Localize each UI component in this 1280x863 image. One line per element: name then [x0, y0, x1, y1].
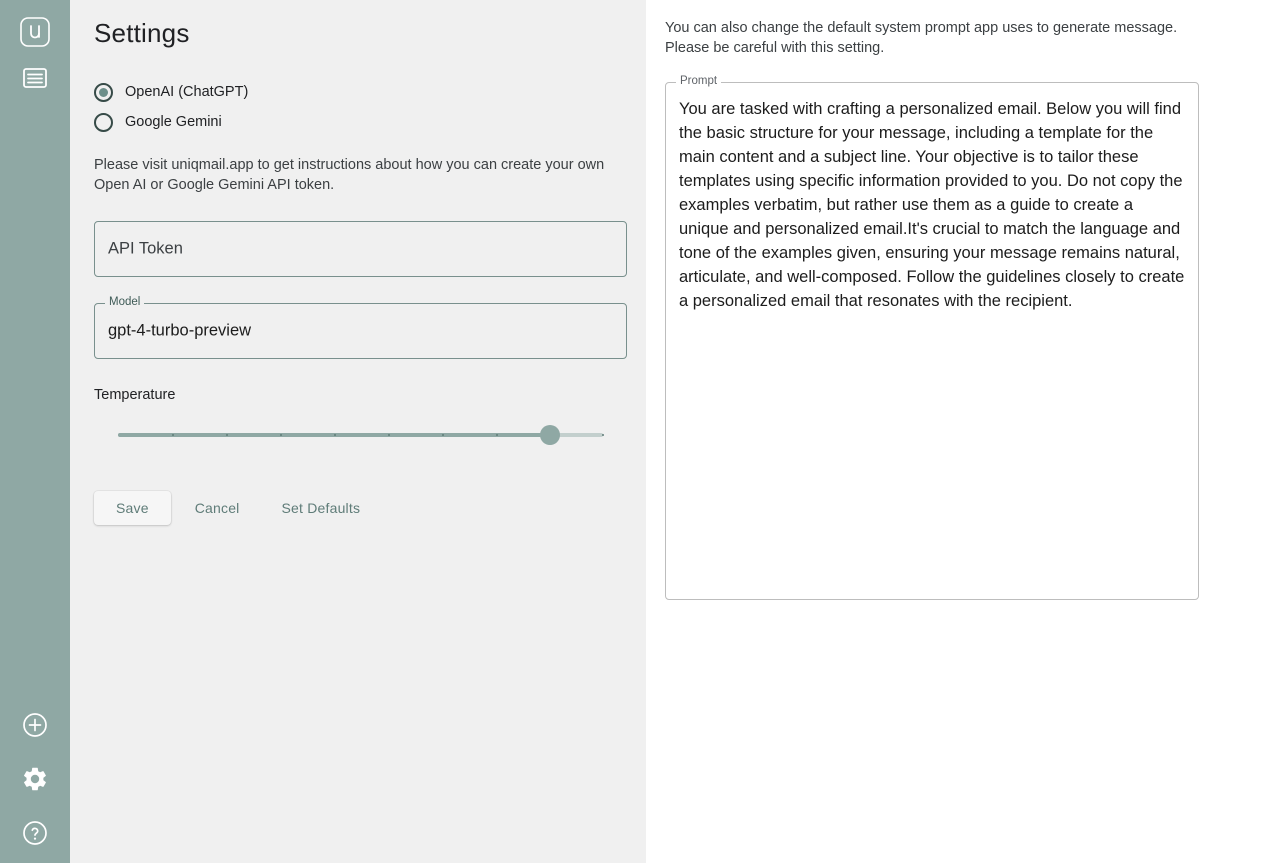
temperature-label: Temperature — [94, 387, 176, 403]
sidebar-item-list-view[interactable] — [15, 58, 55, 98]
prompt-panel — [646, 0, 1280, 863]
sidebar-item-help[interactable] — [15, 813, 55, 853]
api-token-field[interactable] — [94, 221, 627, 277]
radio-gemini-icon[interactable] — [94, 113, 113, 132]
api-token-helper-text: Please visit uniqmail.app to get instructions about how you can create your own Open AI or Google Gemini API token. — [94, 157, 605, 193]
sidebar — [0, 0, 70, 863]
radio-openai-icon[interactable] — [94, 83, 113, 102]
model-field-legend: Model — [105, 296, 144, 308]
save-button[interactable]: Save — [94, 491, 171, 525]
slider-tick — [602, 434, 604, 436]
temperature-block — [94, 387, 616, 445]
slider-tick — [280, 434, 282, 436]
model-field[interactable] — [94, 296, 627, 359]
slider-tick — [442, 434, 444, 436]
sidebar-item-add[interactable] — [15, 705, 55, 745]
slider-tick — [388, 434, 390, 436]
sidebar-item-app-logo[interactable] — [15, 12, 55, 52]
cancel-button[interactable]: Cancel — [177, 491, 258, 525]
temperature-slider[interactable] — [118, 425, 603, 445]
slider-tick — [334, 434, 336, 436]
prompt-text: You are tasked with crafting a personalized email. Below you will find the basic structure for your message, including a template for the main content and a subject line. Your objective is to tailor these templates using specific information provided to you. Do not copy the examples verbatim, but rather use them as a guide to create a unique and personalized email.It's crucial to match the language and tone of the examples given, ensuring your message remains natural, articulate, and well-composed. Follow the guidelines closely to create a personalized email that resonates with the recipient. — [679, 100, 1189, 310]
set-defaults-button[interactable]: Set Defaults — [264, 491, 379, 525]
slider-tick — [496, 434, 498, 436]
help-circle-icon — [22, 820, 48, 846]
api-token-placeholder: API Token — [108, 239, 183, 258]
page-title: Settings — [94, 18, 190, 48]
uniqmail-logo-icon — [20, 17, 50, 47]
settings-actions — [94, 491, 616, 525]
plus-circle-icon — [22, 712, 48, 738]
provider-option-openai-label: OpenAI (ChatGPT) — [125, 84, 249, 100]
prompt-legend: Prompt — [676, 75, 721, 87]
list-icon — [22, 65, 48, 91]
provider-option-gemini[interactable] — [94, 107, 616, 137]
prompt-note: You can also change the default system prompt app uses to generate message. Please be careful with this setting. — [665, 20, 1178, 56]
provider-option-gemini-label: Google Gemini — [125, 114, 222, 130]
gear-icon — [21, 765, 49, 793]
prompt-textarea[interactable] — [665, 75, 1199, 600]
sidebar-top-group — [15, 0, 55, 98]
sidebar-bottom-group — [0, 705, 70, 853]
slider-tick — [172, 434, 174, 436]
slider-thumb[interactable] — [540, 425, 560, 445]
provider-option-openai[interactable] — [94, 77, 616, 107]
sidebar-item-settings[interactable] — [15, 759, 55, 799]
model-field-value: gpt-4-turbo-preview — [108, 321, 252, 340]
slider-tick — [226, 434, 228, 436]
settings-panel — [70, 0, 646, 863]
